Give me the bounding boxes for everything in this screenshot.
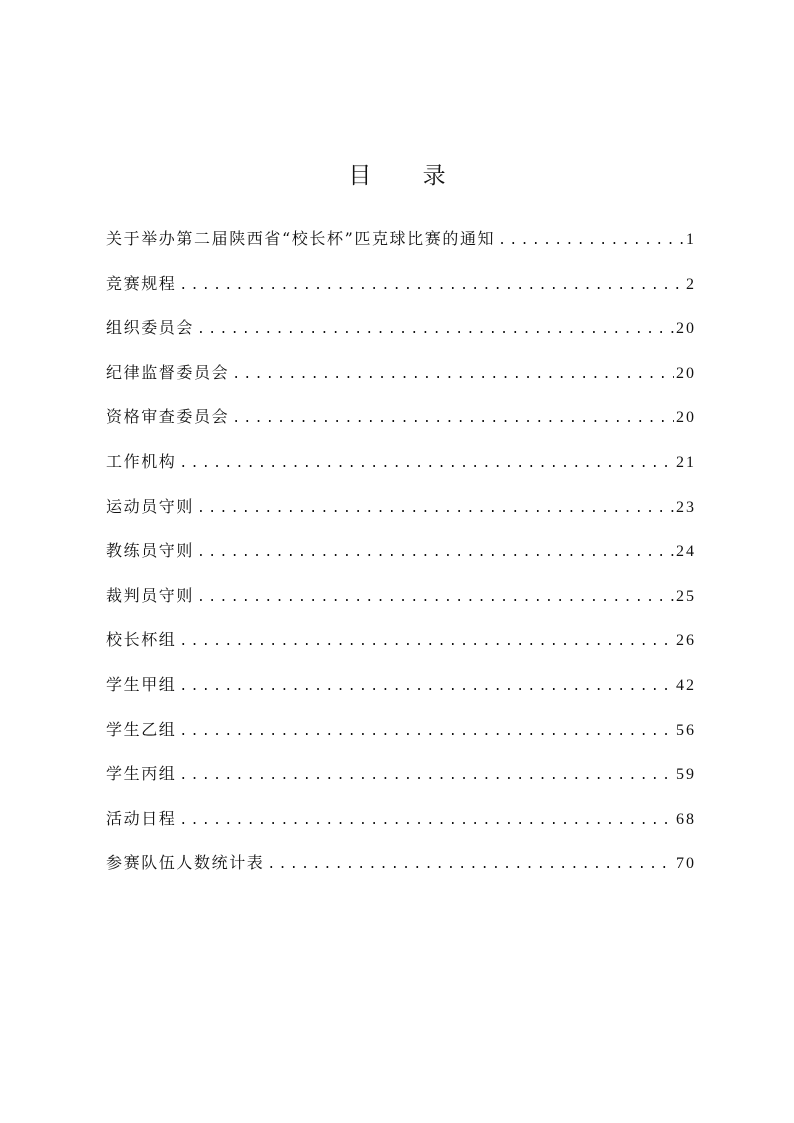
toc-entry[interactable] xyxy=(106,850,696,895)
toc-page-number: 70 xyxy=(676,855,696,873)
toc-entry-title: 组织委员会 xyxy=(106,318,195,338)
toc-dot-leader xyxy=(179,634,674,649)
table-of-contents xyxy=(106,226,696,895)
toc-dot-leader xyxy=(179,768,674,783)
toc-entry[interactable] xyxy=(106,404,696,449)
page-title: 目 录 xyxy=(348,163,468,190)
toc-entry-title: 纪律监督委员会 xyxy=(106,362,230,382)
toc-page-number: 59 xyxy=(676,766,696,784)
toc-entry-title: 学生丙组 xyxy=(106,764,177,784)
toc-page-number: 24 xyxy=(676,543,696,561)
toc-dot-leader xyxy=(232,411,674,426)
toc-dot-leader xyxy=(197,545,674,560)
toc-entry[interactable] xyxy=(106,627,696,672)
toc-entry-title: 裁判员守则 xyxy=(106,585,195,605)
toc-entry[interactable] xyxy=(106,761,696,806)
toc-dot-leader xyxy=(179,278,684,293)
toc-dot-leader xyxy=(179,724,674,739)
toc-entry[interactable] xyxy=(106,494,696,539)
toc-entry[interactable] xyxy=(106,449,696,494)
toc-page-number: 56 xyxy=(676,721,696,739)
toc-page-number: 21 xyxy=(676,453,696,471)
toc-dot-leader xyxy=(197,322,674,337)
toc-entry[interactable] xyxy=(106,717,696,762)
toc-dot-leader xyxy=(498,233,684,248)
toc-page-number: 20 xyxy=(676,364,696,382)
toc-entry-title: 竞赛规程 xyxy=(106,273,177,293)
toc-entry[interactable] xyxy=(106,806,696,851)
toc-page-number: 26 xyxy=(676,632,696,650)
toc-entry[interactable] xyxy=(106,226,696,271)
toc-entry[interactable] xyxy=(106,360,696,405)
toc-dot-leader xyxy=(197,590,674,605)
toc-page-number: 1 xyxy=(686,231,696,248)
toc-entry-title: 关于举办第二届陕西省“校长杯”匹克球比赛的通知 xyxy=(106,229,496,248)
toc-entry[interactable] xyxy=(106,315,696,360)
toc-dot-leader xyxy=(179,456,674,471)
toc-entry-title: 资格审查委员会 xyxy=(106,407,230,427)
toc-dot-leader xyxy=(232,367,674,382)
toc-dot-leader xyxy=(267,857,674,872)
toc-dot-leader xyxy=(179,813,674,828)
toc-page-number: 20 xyxy=(676,409,696,427)
toc-entry-title: 参赛队伍人数统计表 xyxy=(106,853,265,873)
toc-entry[interactable] xyxy=(106,672,696,717)
toc-page-number: 25 xyxy=(676,587,696,605)
toc-entry[interactable] xyxy=(106,583,696,628)
toc-dot-leader xyxy=(197,501,674,516)
toc-entry[interactable] xyxy=(106,538,696,583)
toc-entry-title: 学生甲组 xyxy=(106,674,177,694)
toc-page-number: 23 xyxy=(676,498,696,516)
toc-entry-title: 运动员守则 xyxy=(106,496,195,516)
toc-page-number: 68 xyxy=(676,810,696,828)
toc-entry-title: 校长杯组 xyxy=(106,630,177,650)
toc-entry-title: 活动日程 xyxy=(106,808,177,828)
toc-page-number: 42 xyxy=(676,676,696,694)
toc-entry[interactable] xyxy=(106,271,696,316)
toc-page-number: 20 xyxy=(676,320,696,338)
toc-entry-title: 工作机构 xyxy=(106,451,177,471)
toc-page-number: 2 xyxy=(686,275,696,293)
toc-entry-title: 教练员守则 xyxy=(106,541,195,561)
toc-dot-leader xyxy=(179,679,674,694)
toc-entry-title: 学生乙组 xyxy=(106,719,177,739)
